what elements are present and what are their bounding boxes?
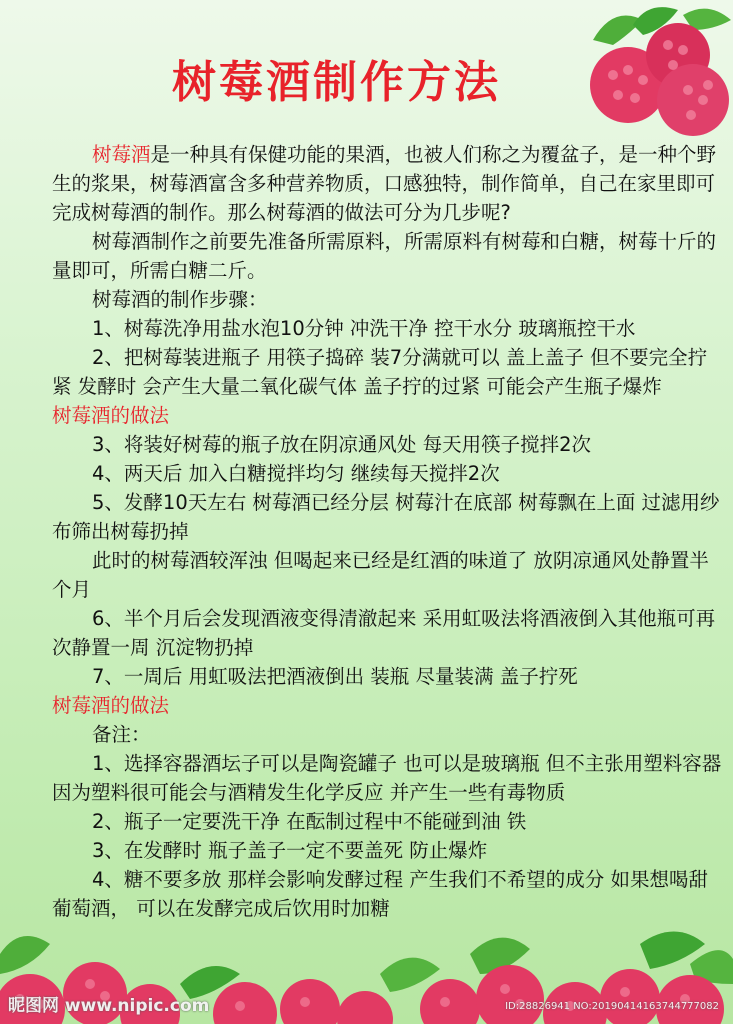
intro-paragraph [52,140,722,227]
step-item: 3、将装好树莓的瓶子放在阴凉通风处 每天用筷子搅拌2次 [92,433,592,456]
step-item: 5、发酵10天左右 树莓酒已经分层 树莓汁在底部 树莓飘在上面 过滤用纱布筛出树莓扔掉 [52,491,720,543]
steps-heading: 树莓酒的制作步骤： [92,288,268,311]
intro-text: 是一种具有保健功能的果酒，也被人们称之为覆盆子，是一种个野生的浆果，树莓酒富含多种营养物质，口感独特，制作简单，自己在家里即可完成树莓酒的制作。那么树莓酒的做法可分为几步呢? [52,143,717,224]
note-item: 3、在发酵时 瓶子盖子一定不要盖死 防止爆炸 [92,839,488,862]
section-label: 树莓酒的做法 [52,404,170,427]
step-item: 2、把树莓装进瓶子 用筷子捣碎 装7分满就可以 盖上盖子 但不要完全拧紧 发酵时 会产生大量二氧化碳气体 盖子拧的过紧 可能会产生瓶子爆炸 [52,346,708,398]
step-item: 4、两天后 加入白糖搅拌均匀 继续每天搅拌2次 [92,462,500,485]
note-item: 1、选择容器酒坛子可以是陶瓷罐子 也可以是玻璃瓶 但不主张用塑料容器 因为塑料很可能会与酒精发生化学反应 并产生一些有毒物质 [52,752,722,804]
note-item: 4、糖不要多放 那样会影响发酵过程 产生我们不希望的成分 如果想喝甜葡萄酒， 可以在发酵完成后饮用时加糖 [52,868,709,920]
watermark-logo: 昵图网 www.nipic.com [8,996,210,1016]
step-item: 1、树莓洗净用盐水泡10分钟 冲洗干净 控干水分 玻璃瓶控干水 [92,317,636,340]
step-item: 此时的树莓酒较浑浊 但喝起来已经是红酒的味道了 放阴凉通风处静置半个月 [52,549,709,601]
intro-highlight: 树莓酒 [92,143,151,166]
section-label: 树莓酒的做法 [52,694,170,717]
article-body [52,140,722,923]
page-title: 树莓酒制作方法 [172,57,501,108]
step-item: 7、一周后 用虹吸法把酒液倒出 装瓶 尽量装满 盖子拧死 [92,665,578,688]
step-item: 6、半个月后会发现酒液变得清澈起来 采用虹吸法将酒液倒入其他瓶可再次静置一周 沉淀物扔掉 [52,607,716,659]
note-item: 2、瓶子一定要洗干净 在酝制过程中不能碰到油 铁 [92,810,527,833]
notes-heading: 备注： [92,723,151,746]
prep-paragraph: 树莓酒制作之前要先准备所需原料，所需原料有树莓和白糖，树莓十斤的量即可，所需白糖二斤。 [52,230,717,282]
watermark-id: ID:28826941 NO:20190414163744777082 [505,1001,719,1012]
